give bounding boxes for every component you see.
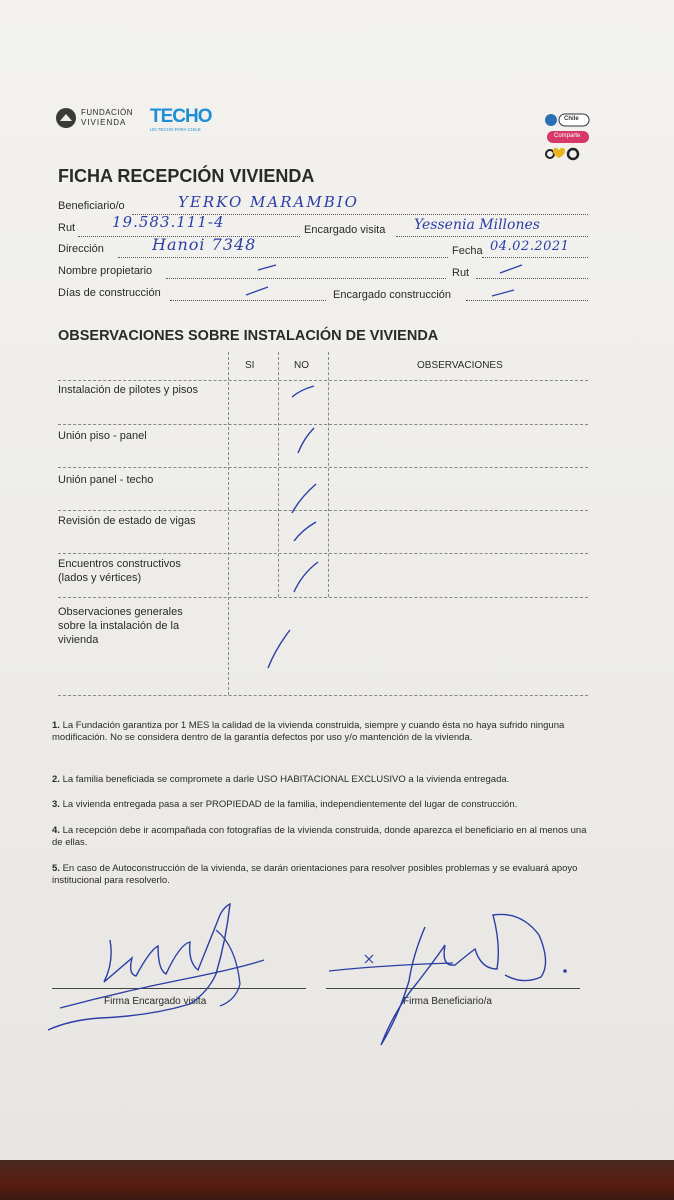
fecha-label: Fecha <box>452 245 483 257</box>
check-mark-pilotes[interactable] <box>292 386 314 397</box>
general-label-2: sobre la instalación de la <box>58 620 180 632</box>
note-3-number: 3. <box>52 799 60 810</box>
encargado-construccion-label: Encargado construcción <box>333 289 452 301</box>
table-surface <box>0 1160 674 1200</box>
check-mark-general[interactable] <box>268 630 290 668</box>
rut2-dash <box>500 265 522 273</box>
rut2-label: Rut <box>452 267 470 279</box>
note-1 <box>52 720 592 744</box>
check-mark-encuentros[interactable] <box>294 562 318 592</box>
rut-label: Rut <box>58 222 76 234</box>
table-bottom-line <box>58 695 588 696</box>
observaciones-title: OBSERVACIONES SOBRE INSTALACIÓN DE VIVIENDA <box>58 328 439 344</box>
fecha-value[interactable]: 04.02.2021 <box>490 239 570 254</box>
row-pilotes-label: Instalación de pilotes y pisos <box>58 384 199 396</box>
propietario-dash <box>258 265 276 270</box>
note-1-number: 1. <box>52 720 60 731</box>
encargado-visita-label: Encargado visita <box>304 224 386 236</box>
row-panel-techo-label: Unión panel - techo <box>58 474 154 486</box>
col-no-header: NO <box>294 360 309 371</box>
check-mark-vigas[interactable] <box>294 522 316 541</box>
beneficiario-value[interactable]: YERKO MARAMBIO <box>178 193 359 211</box>
note-2-number: 2. <box>52 774 60 785</box>
dias-dash <box>246 287 268 295</box>
signature-label-left: Firma Encargado visita <box>104 996 207 1007</box>
note-4-text: La recepción debe ir acompañada con fotografías de la vivienda construida, donde aparezca el beneficiario en al menos una de ellas. <box>52 825 587 848</box>
badge-comparte-label: Comparte <box>554 133 581 139</box>
form-title: FICHA RECEPCIÓN VIVIENDA <box>58 166 315 186</box>
direccion-value[interactable]: Hanoi 7348 <box>152 235 257 254</box>
general-label-1: Observaciones generales <box>58 606 183 618</box>
dias-label: Días de construcción <box>58 287 161 299</box>
signature-encargado[interactable] <box>40 900 270 1040</box>
encargado-visita-value[interactable]: Yessenia Millones <box>414 217 540 233</box>
note-5 <box>52 863 592 887</box>
signature-label-right: Firma Beneficiario/a <box>403 996 492 1007</box>
row-encuentros-label-2: (lados y vértices) <box>58 572 142 584</box>
note-3-text: La vivienda entregada pasa a ser PROPIEDAD de la familia, independientemente del lugar de construcción. <box>62 799 518 810</box>
propietario-label: Nombre propietario <box>58 265 153 277</box>
row-vigas-label: Revisión de estado de vigas <box>58 515 196 527</box>
general-label-3: vivienda <box>58 634 99 646</box>
signature-beneficiario[interactable] <box>325 905 585 1055</box>
col-si-header: SI <box>245 360 255 371</box>
note-4-number: 4. <box>52 825 60 836</box>
badge-chile-label: Chile <box>564 116 579 122</box>
row-piso-panel-label: Unión piso - panel <box>58 430 147 442</box>
note-5-number: 5. <box>52 863 60 874</box>
empty-field-strokes <box>0 0 674 320</box>
note-5-text: En caso de Autoconstrucción de la vivienda, se darán orientaciones para resolver posibles problemas y se evaluará apoyo institucional para resolverlo. <box>52 863 578 886</box>
check-mark-panel-techo[interactable] <box>292 484 316 513</box>
techo-tagline: UN TECHO PARA CHILE <box>150 127 201 132</box>
fundacion-name-bottom: VIVIENDA <box>81 118 127 127</box>
encargado-construccion-dash <box>492 290 514 296</box>
row-encuentros-label: Encuentros constructivos <box>58 558 181 570</box>
fundacion-name-top: FUNDACIÓN <box>81 108 134 117</box>
beneficiario-label: Beneficiario/o <box>58 200 125 212</box>
rut-value[interactable]: 19.583.111-4 <box>112 213 225 231</box>
note-1-text: La Fundación garantiza por 1 MES la calidad de la vivienda construida, siempre y cuando ésta no haya sufrido ninguna modificación. No se considera dentro de la garantía defectos por uso y/o mantención de la vivienda. <box>52 720 565 743</box>
note-2-text: La familia beneficiada se compromete a darle USO HABITACIONAL EXCLUSIVO a la vivienda entregada. <box>62 774 510 785</box>
direccion-label: Dirección <box>58 243 104 255</box>
note-2 <box>52 774 592 786</box>
col-obs-header: OBSERVACIONES <box>417 360 503 371</box>
note-4 <box>52 825 592 849</box>
check-marks <box>0 370 674 690</box>
techo-wordmark: TECHO <box>150 106 212 127</box>
note-3 <box>52 799 592 811</box>
check-mark-piso-panel[interactable] <box>298 428 314 453</box>
